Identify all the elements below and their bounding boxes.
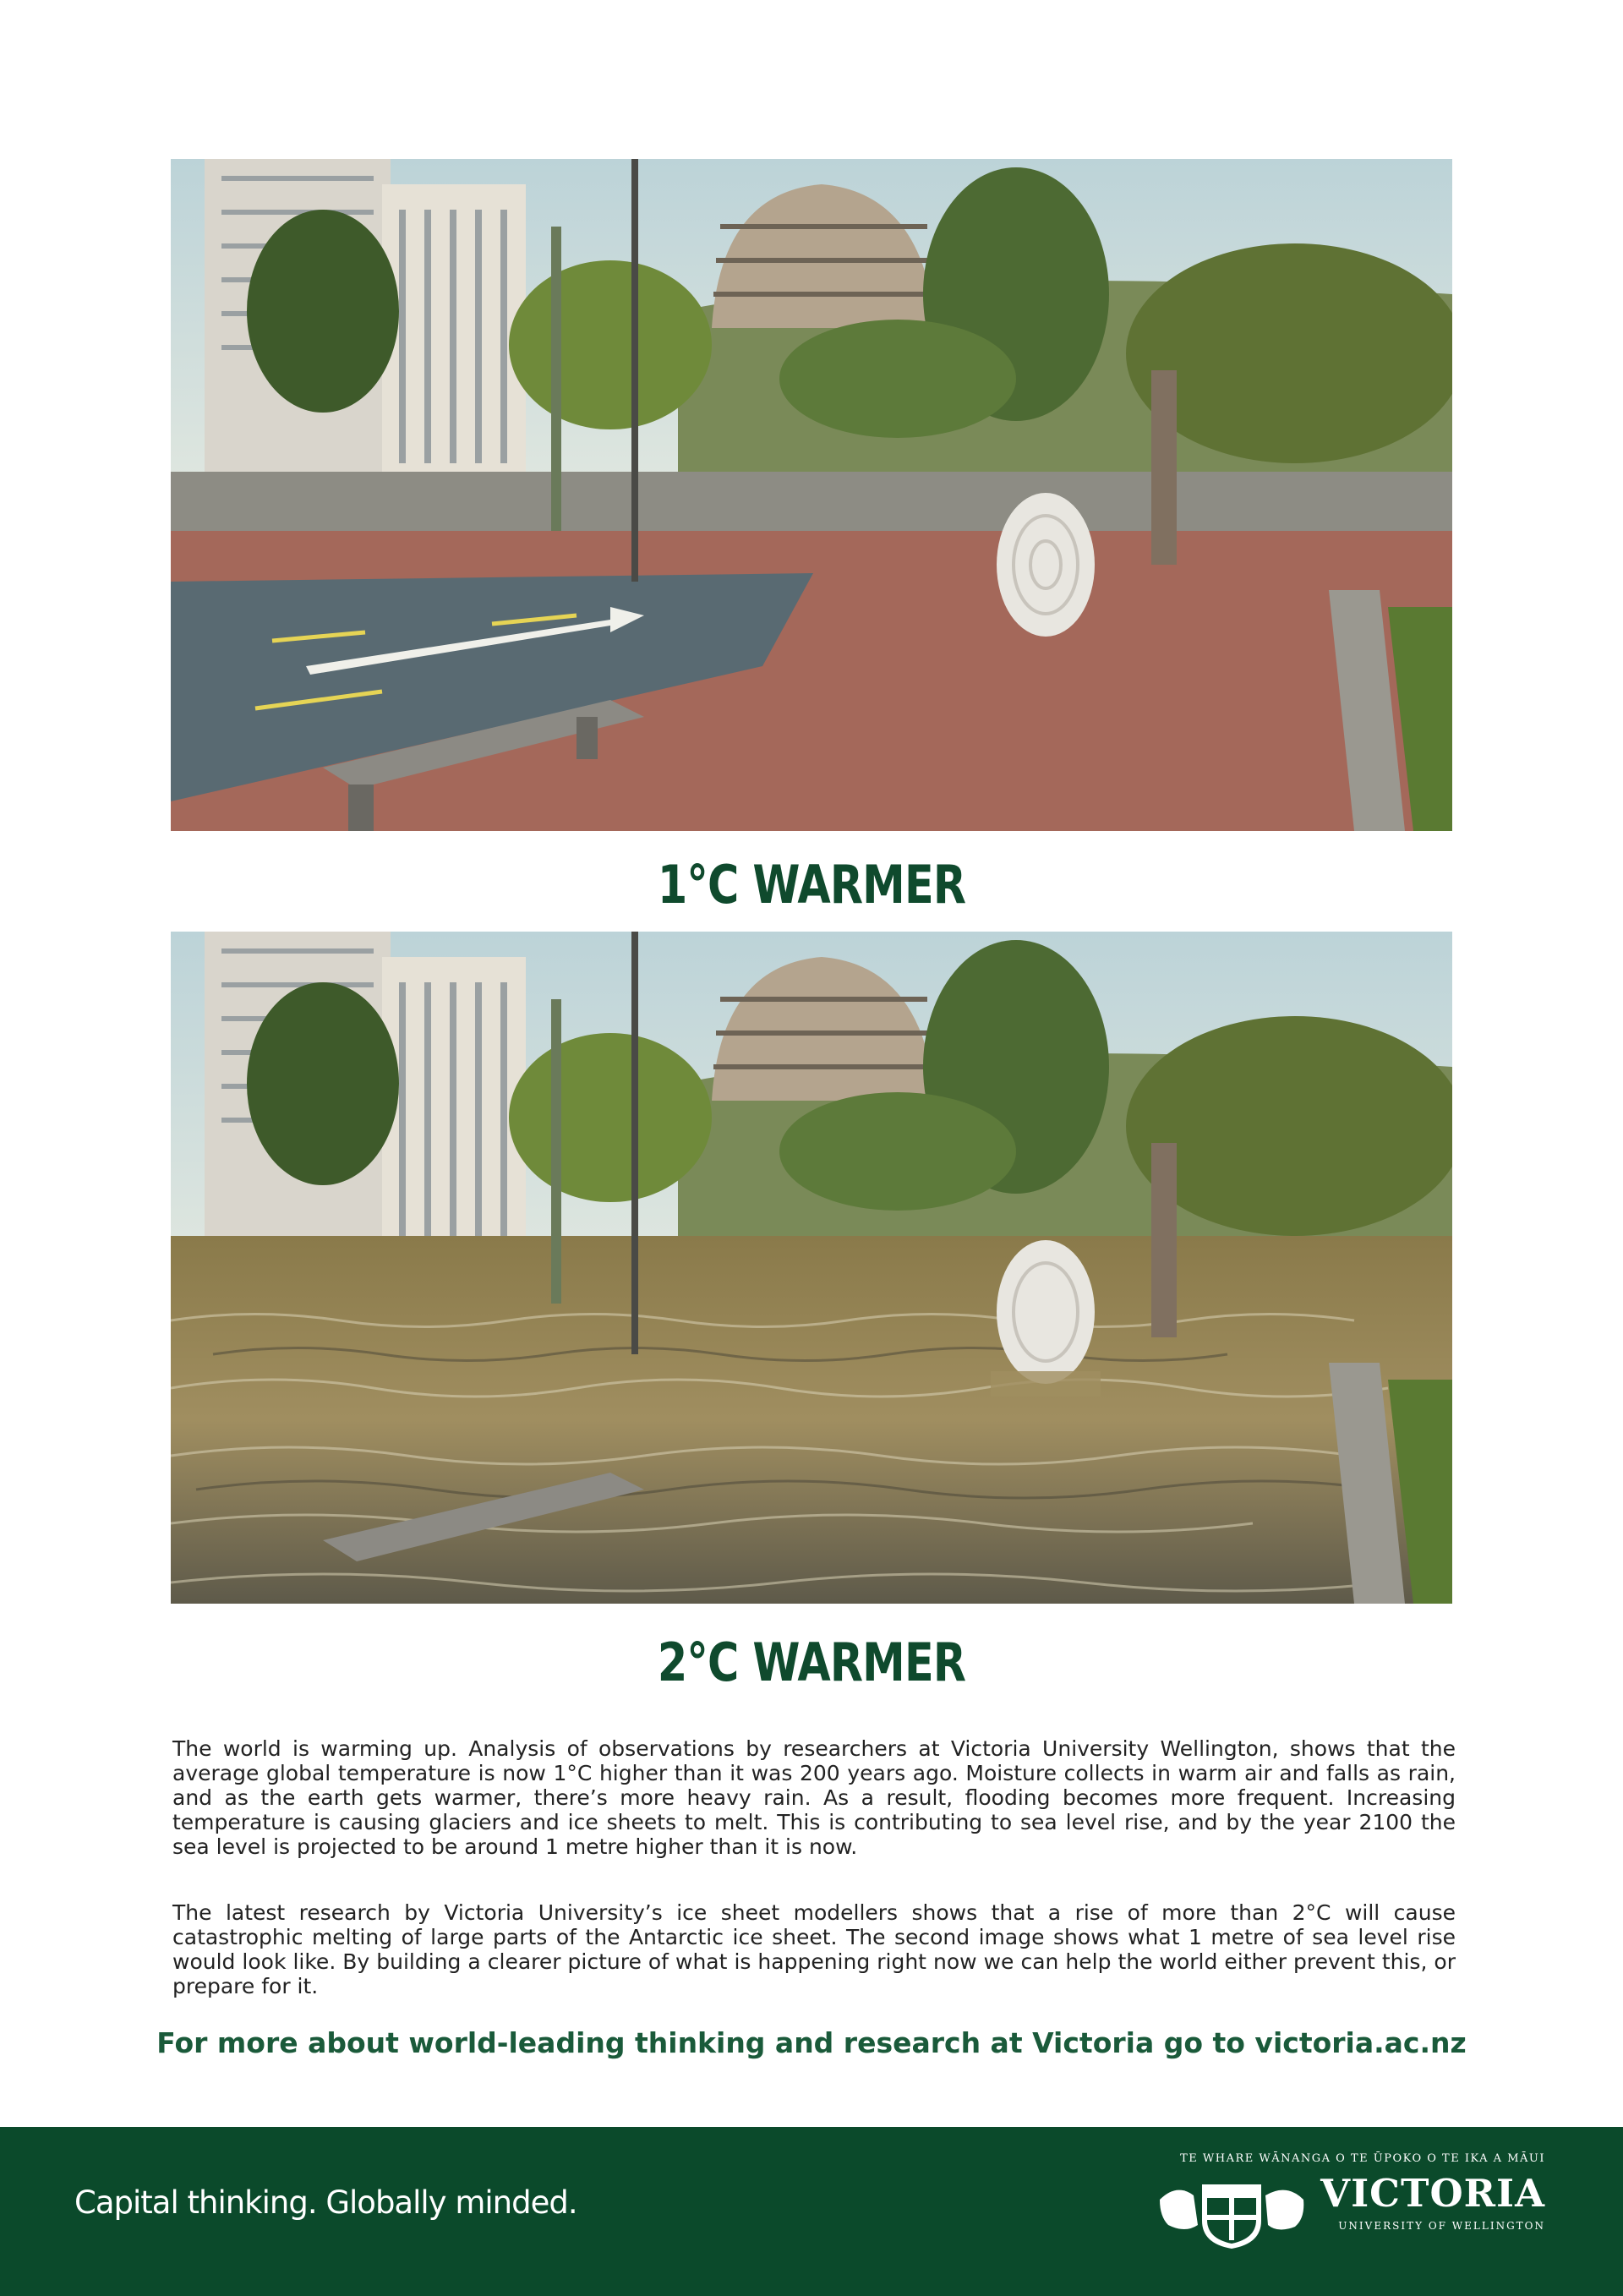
caption-1c-warmer: 1°C WARMER [657,854,966,916]
logo-subtitle: UNIVERSITY OF WELLINGTON [1338,2220,1545,2232]
footer-bar [0,2127,1623,2296]
logo-victoria-name: VICTORIA [1320,2171,1545,2216]
photo-2c-warmer [171,932,1452,1604]
logo-maori-name: TE WHARE WĀNANGA O TE ŪPOKO O TE IKA A MĀUI [1180,2152,1545,2165]
caption-2c-warmer: 2°C WARMER [657,1632,966,1693]
body-paragraph-2: The latest research by Victoria University’s ice sheet modellers shows that a rise of more than 2°C will cause catastrophic melting of large parts of the Antarctic ice sheet. The second image shows what 1 metre of sea level rise would look like. By building a clearer picture of what is happening right now we can help the world either prevent this, or prepare for it. [172,1900,1456,1998]
photo-1c-warmer [171,159,1452,831]
university-crest-icon [1151,2174,1312,2250]
tagline: Capital thinking. Globally minded. [74,2184,577,2221]
body-paragraph-1: The world is warming up. Analysis of observations by researchers at Victoria University Wellington, shows that the average global temperature is now 1°C higher than it was 200 years ago. Moisture collects in warm air and falls as rain, and as the earth gets warmer, there’s more heavy rain. As a result, flooding becomes more frequent. Increasing temperature is causing glaciers and ice sheets to melt. This is contributing to sea level rise, and by the year 2100 the sea level is projected to be around 1 metre higher than it is now. [172,1736,1456,1859]
call-to-action: For more about world-leading thinking and research at Victoria go to victoria.ac.nz [156,2026,1467,2059]
